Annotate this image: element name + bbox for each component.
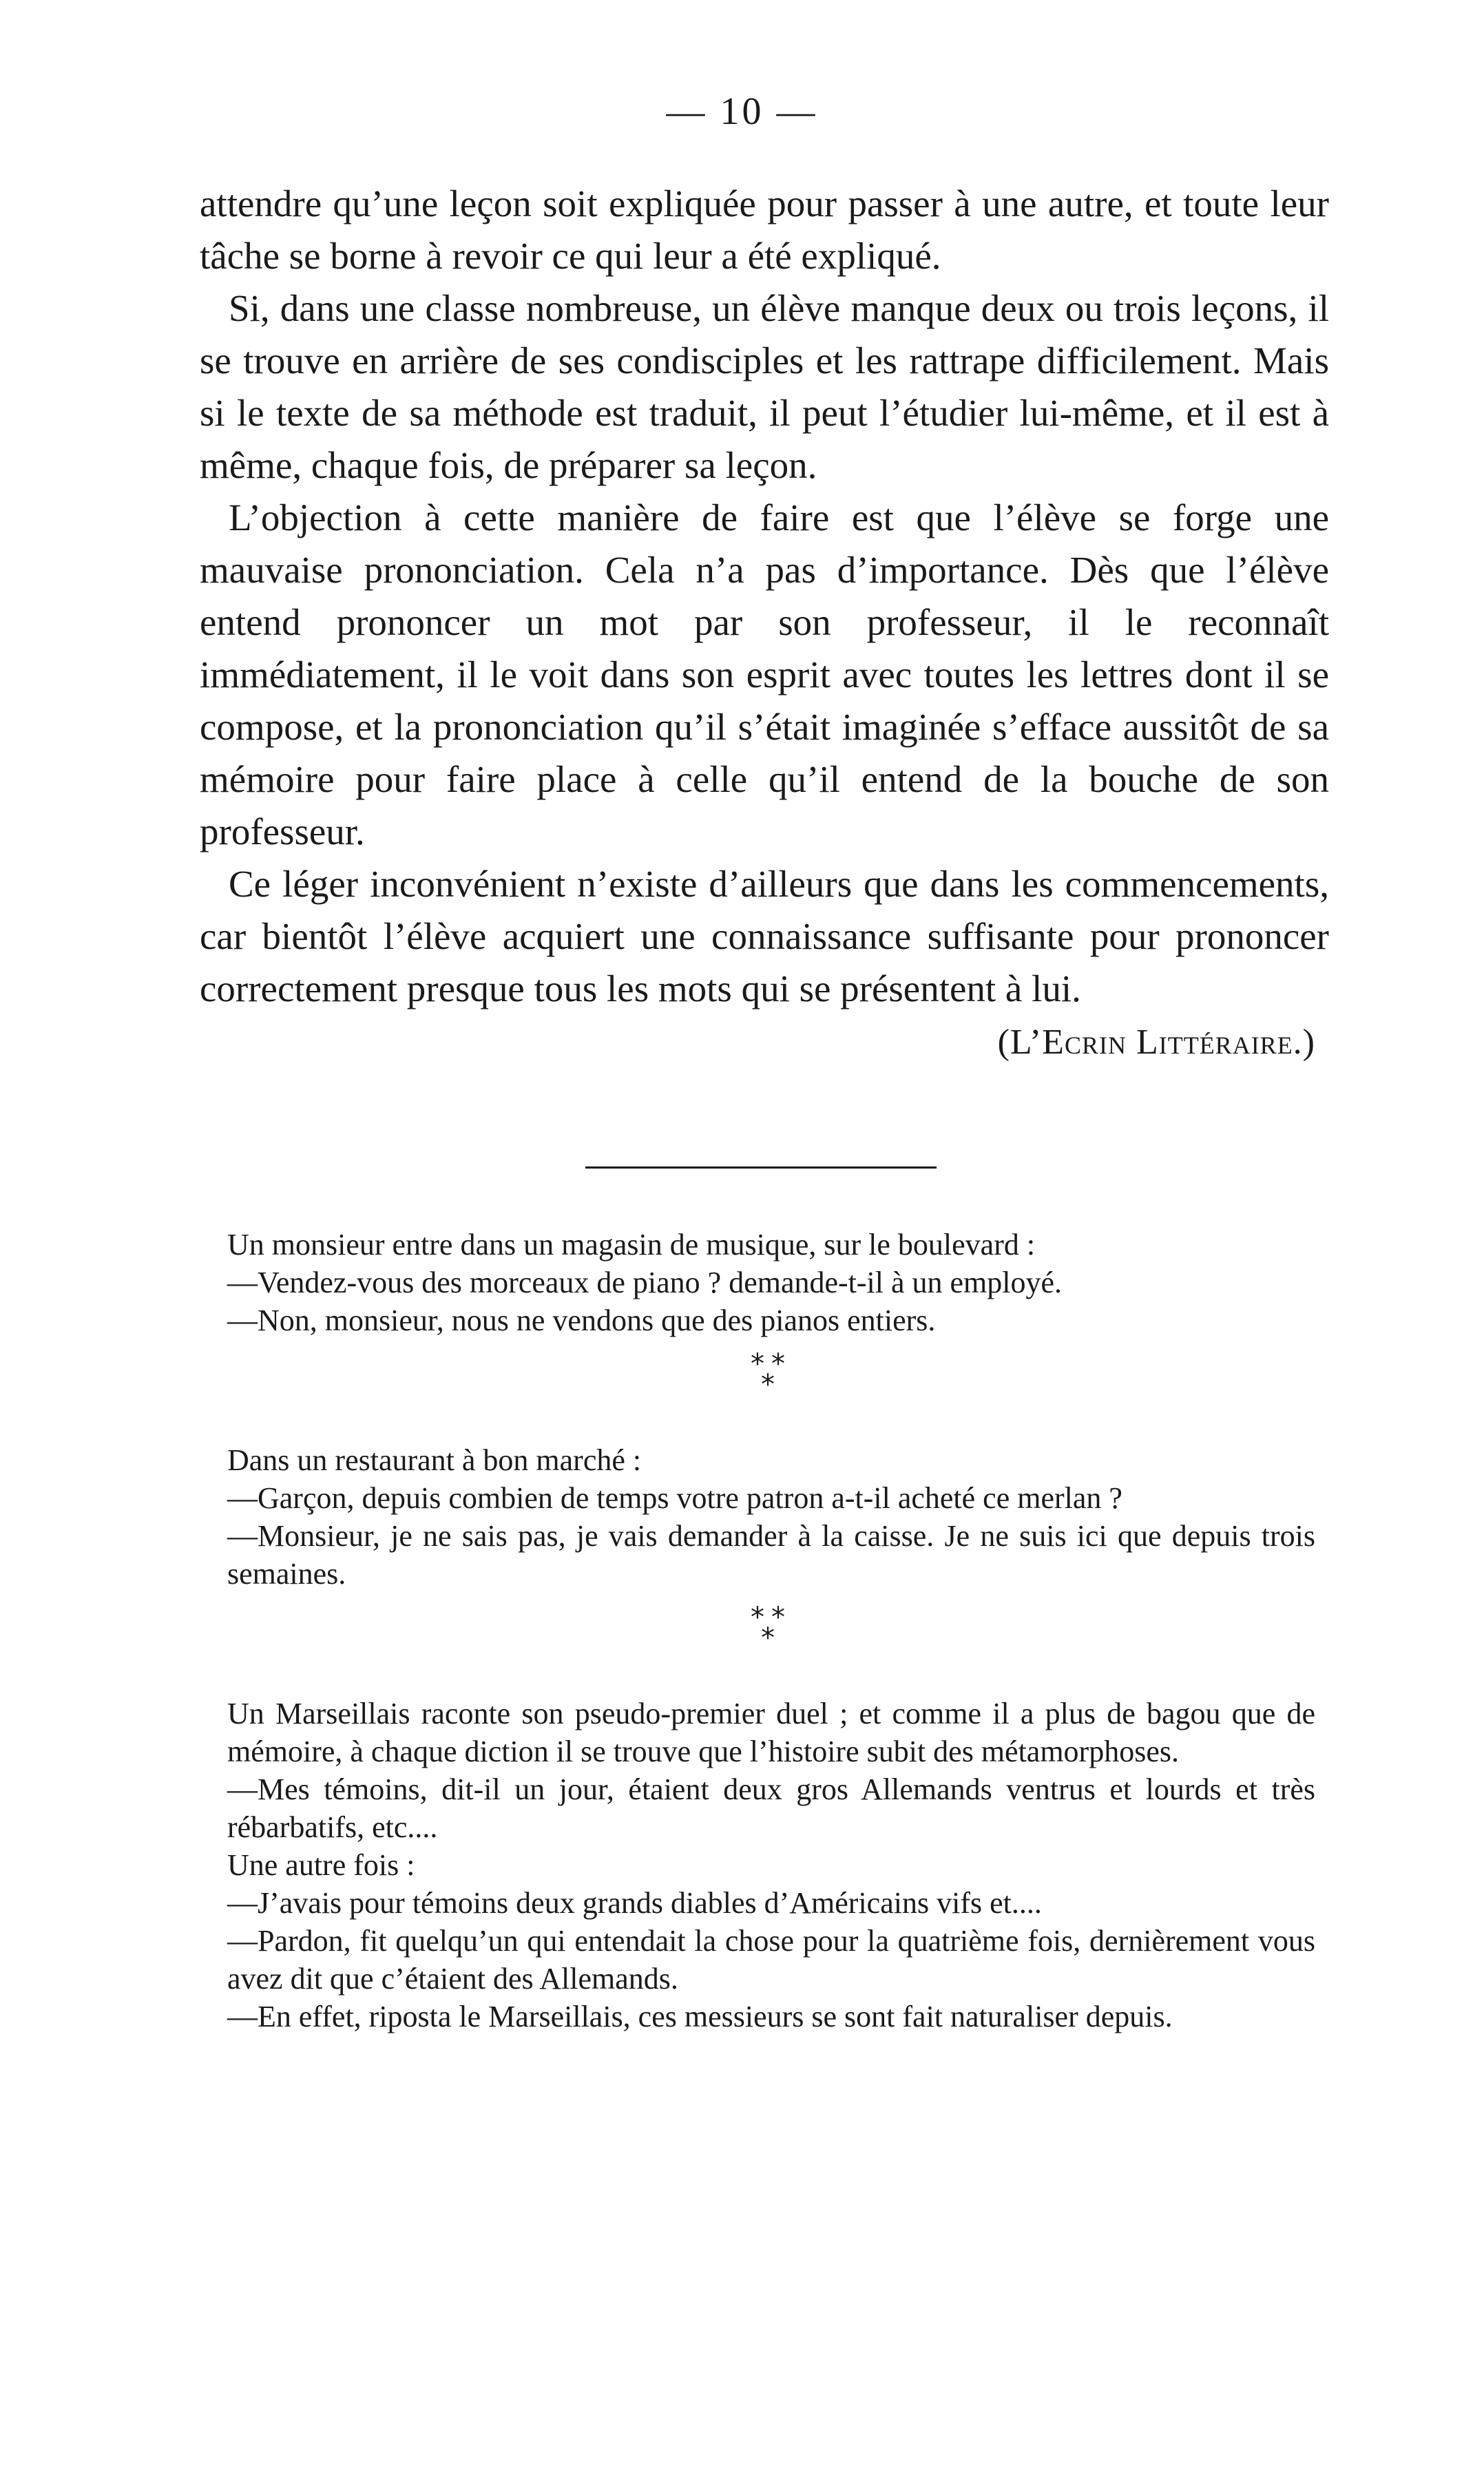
article-paragraph: L’objection à cette manière de faire est que l’élève se forge une mauvaise prononciation. Cela n’a pas d’importance. Dès que l’élève entend prononcer un mot par son professeur, il le reconnaît immédiatement, il le voit dans son esprit avec toutes les lettres dont il se compose, et la prononciation qu’il s’était imaginée s’efface aussitôt de sa mémoire pour faire place à celle qu’il entend de la bouche de son professeur.	[200, 496, 1329, 852]
anecdote-line: Un monsieur entre dans un magasin de musique, sur le boulevard :	[227, 1228, 1036, 1262]
anecdote-line: Un Marseillais raconte son pseudo-premier duel ; et comme il a plus de bagou que de mémoire, à chaque diction il se trouve que l’histoire subit des métamorphoses.	[227, 1697, 1315, 1768]
section-divider-rule	[585, 1166, 937, 1169]
asterism-separator	[227, 1348, 1315, 1401]
asterism-separator	[227, 1602, 1315, 1654]
article-text	[200, 178, 1329, 1069]
page-number: — 10 —	[666, 90, 818, 133]
anecdote-line: —Pardon, fit quelqu’un qui entendait la chose pour la quatrième fois, dernièrement vous avez dit que c’étaient des Allemands.	[227, 1924, 1315, 1996]
article-source: (L’Ecrin Littéraire.)	[997, 1023, 1315, 1062]
asterism-top-stars: **	[751, 1602, 792, 1633]
anecdote-line: —J’avais pour témoins deux grands diables d’Américains vifs et....	[227, 1886, 1042, 1920]
anecdote-restaurant	[227, 1441, 1315, 1593]
anecdote-music-shop	[227, 1226, 1315, 1339]
anecdotes-section	[227, 1226, 1315, 2035]
asterism-top-stars: **	[751, 1348, 792, 1380]
article-paragraph: attendre qu’une leçon soit expliquée pour passer à une autre, et toute leur tâche se borne à revoir ce qui leur a été expliqué.	[200, 182, 1329, 277]
anecdote-line: —Vendez-vous des morceaux de piano ? demande-t-il à un employé.	[227, 1266, 1063, 1299]
anecdote-line: Dans un restaurant à bon marché :	[227, 1443, 642, 1477]
article-paragraph: Si, dans une classe nombreuse, un élève manque deux ou trois leçons, il se trouve en arrière de ses condisciples et les rattrape difficilement. Mais si le texte de sa méthode est traduit, il peut l’étudier lui-même, et il est à même, chaque fois, de préparer sa leçon.	[200, 287, 1329, 486]
anecdote-line: —Non, monsieur, nous ne vendons que des pianos entiers.	[227, 1304, 936, 1337]
anecdote-line: Une autre fois :	[227, 1848, 415, 1882]
anecdote-line: —Monsieur, je ne sais pas, je vais demander à la caisse. Je ne suis ici que depuis trois semaines.	[227, 1519, 1315, 1591]
anecdote-line: —Mes témoins, dit-il un jour, étaient deux gros Allemands ventrus et lourds et très rébarbatifs, etc....	[227, 1772, 1315, 1844]
anecdote-line: —En effet, riposta le Marseillais, ces messieurs se sont fait naturaliser depuis.	[227, 2000, 1173, 2033]
asterism-bottom-star: *	[761, 1622, 782, 1654]
asterism-bottom-star: *	[761, 1369, 782, 1401]
anecdote-line: —Garçon, depuis combien de temps votre patron a-t-il acheté ce merlan ?	[227, 1481, 1122, 1515]
article-paragraph: Ce léger inconvénient n’existe d’ailleurs que dans les commencements, car bientôt l’élève acquiert une connaissance suffisante pour prononcer correctement presque tous les mots qui se présentent à lui.	[200, 863, 1329, 1009]
anecdote-marseillais	[227, 1695, 1315, 2035]
